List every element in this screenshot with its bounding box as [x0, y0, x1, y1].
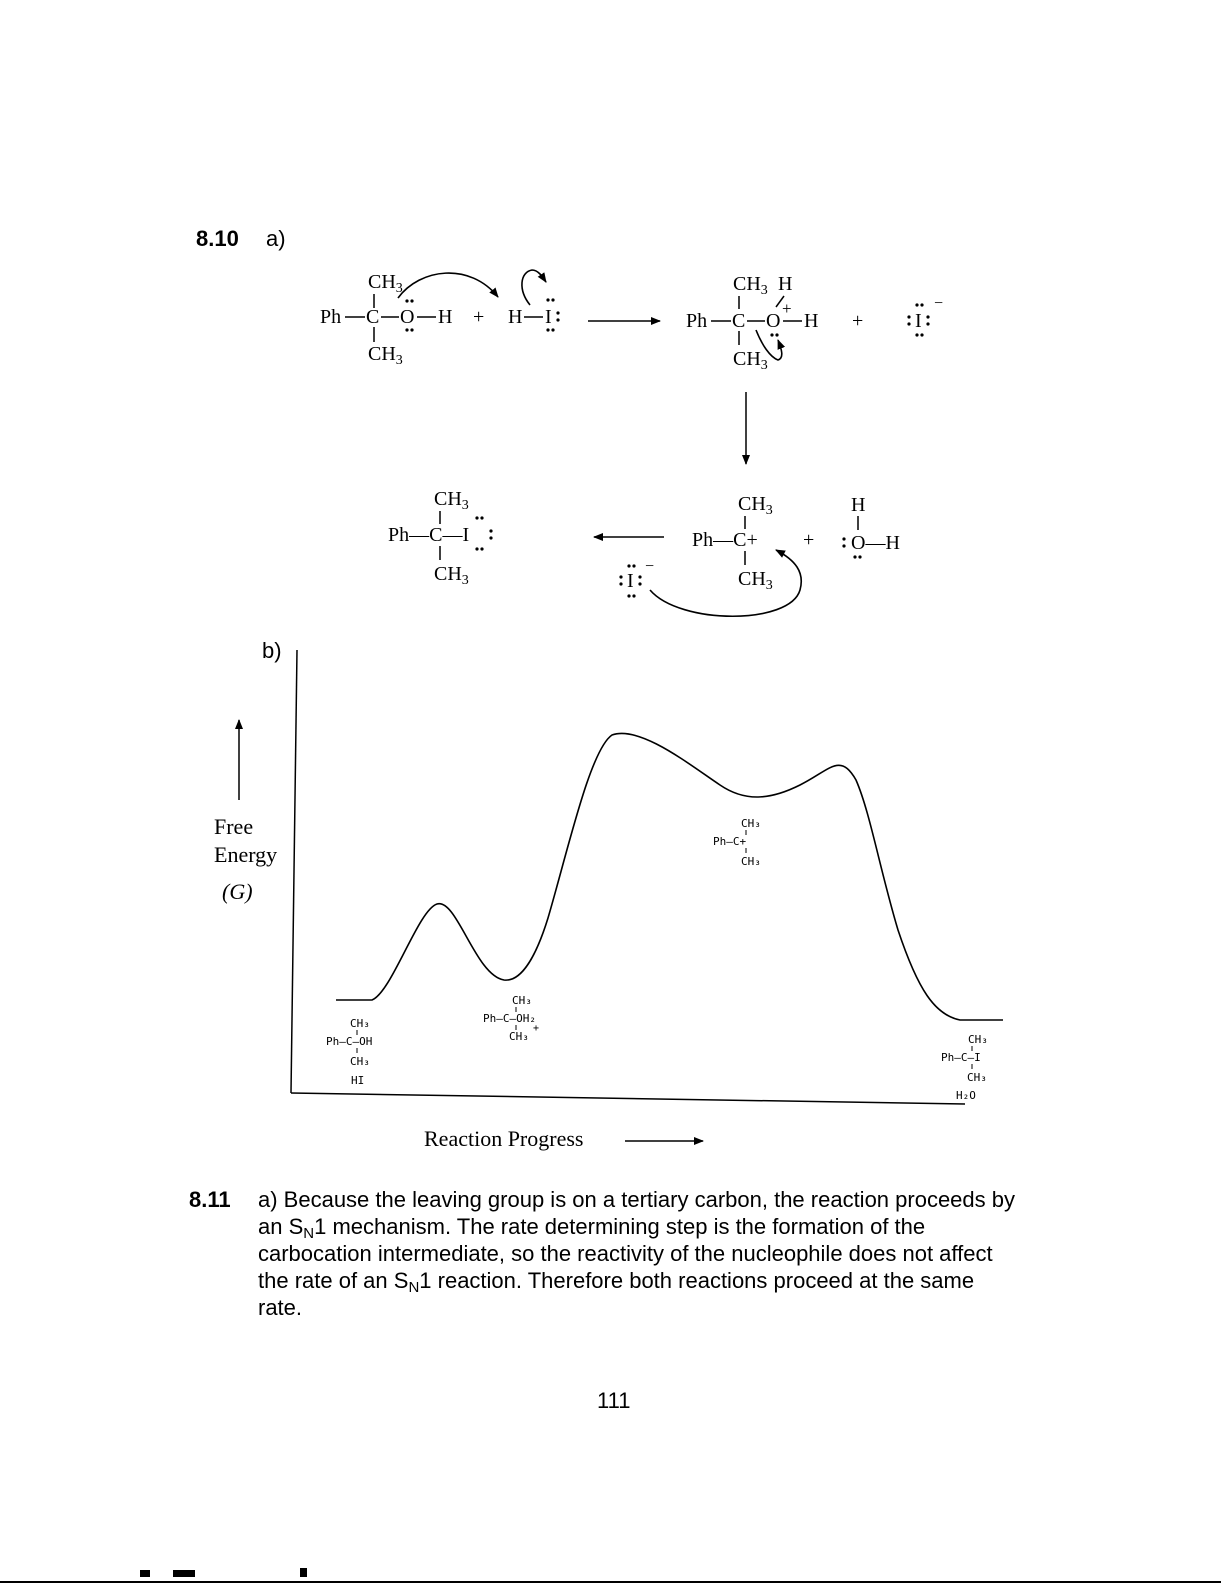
species-product-2: Ph–C–I [941, 1051, 981, 1064]
oxonium-ch3-top: $CH_3$ [733, 273, 768, 298]
species-reactant-2: Ph–C–OH [326, 1035, 373, 1048]
problem-810-number: 8.10 [196, 226, 239, 251]
alcohol-ch3-bottom: $CH_3$ [368, 343, 403, 368]
hi-h: H [508, 306, 523, 328]
problem-811-answer [258, 1186, 1018, 1321]
curved-arrow-o-to-h [398, 273, 498, 298]
scan-mark-3 [300, 1568, 307, 1577]
curved-arrow-bond-to-i [522, 270, 546, 305]
answer-sub-1: N [303, 1225, 315, 1242]
oxonium-ph: Ph [686, 310, 708, 332]
hi-i: I [545, 306, 552, 328]
species-carbocation-1: CH₃ [741, 817, 761, 830]
mechanism-iodide-2 [619, 558, 654, 598]
x-axis [291, 1093, 965, 1104]
iodide-2-i: I [627, 570, 634, 592]
curved-arrow-iodide-to-cation [650, 550, 801, 616]
plus-sign-1: + [473, 306, 485, 328]
iodide-prod-ch3-top: $CH_3$ [434, 488, 469, 513]
mechanism-oxonium [686, 273, 818, 373]
species-protonated-plus: + [533, 1023, 540, 1034]
oxonium-c: C [732, 310, 746, 332]
species-product-1: CH₃ [968, 1033, 988, 1046]
iodide-prod-main: Ph—C—I [388, 524, 470, 546]
species-protonated-1: CH₃ [512, 994, 532, 1007]
iodide-prod-ch3-bottom: $CH_3$ [434, 563, 469, 588]
species-carbocation-3: CH₃ [741, 855, 761, 868]
page-number: 111 [597, 1388, 631, 1413]
energy-curve [336, 733, 1003, 1020]
plus-sign-3: + [803, 529, 815, 551]
mechanism-alkyl-iodide [388, 488, 493, 588]
mechanism-reactant-alcohol [320, 271, 452, 368]
species-reactant-3: CH₃ [350, 1055, 370, 1068]
iodide-1-minus: − [934, 295, 944, 312]
species-carbocation [713, 817, 761, 868]
problem-811-number: 8.11 [189, 1187, 231, 1212]
alcohol-ch3-top: $CH_3$ [368, 271, 403, 296]
species-protonated-3: CH₃ [509, 1030, 529, 1043]
mechanism-water [842, 494, 899, 559]
species-reactants [326, 1017, 372, 1087]
species-carbocation-2: Ph–C+ [713, 835, 747, 848]
y-axis [291, 650, 297, 1093]
iodide-1-i: I [915, 310, 922, 332]
scan-mark-2 [173, 1570, 195, 1577]
species-product-4: H₂O [956, 1089, 976, 1102]
water-oh: O—H [851, 532, 900, 554]
oxonium-plus: + [782, 299, 792, 318]
mechanism-hi [508, 298, 560, 331]
oxonium-ch3-bottom: $CH_3$ [733, 348, 768, 373]
oxonium-h-right: H [804, 310, 819, 332]
oxonium-o: O [766, 310, 781, 332]
mechanism-iodide-1 [907, 295, 943, 337]
alcohol-ph: Ph [320, 306, 342, 328]
y-axis-label-g: (G) [222, 879, 253, 904]
x-axis-label: Reaction Progress [424, 1126, 584, 1151]
cation-main: Ph—C+ [692, 529, 758, 551]
problem-810-part-b: b) [262, 638, 282, 663]
cation-ch3-bottom: $CH_3$ [738, 568, 773, 593]
alcohol-c: C [366, 306, 380, 328]
oxonium-h-top: H [778, 273, 793, 295]
answer-sub-2: N [408, 1279, 420, 1296]
species-reactant-4: HI [351, 1074, 365, 1087]
answer-text-1: a) Because the leaving group is on a tertiary carbon, the reaction proceeds by an S [258, 1187, 1016, 1239]
mechanism-carbocation [692, 493, 773, 593]
species-product-3: CH₃ [967, 1071, 987, 1084]
problem-810-part-a: a) [266, 226, 286, 251]
alcohol-h: H [438, 306, 453, 328]
species-protonated-2: Ph–C–OH₂ [483, 1012, 536, 1025]
scan-mark-1 [140, 1570, 150, 1577]
species-protonated [483, 994, 539, 1043]
plus-sign-2: + [852, 310, 864, 332]
y-axis-label-energy: Energy [214, 842, 278, 867]
water-h-top: H [851, 494, 866, 516]
y-axis-label-free: Free [214, 814, 254, 839]
cation-ch3-top: $CH_3$ [738, 493, 773, 518]
iodide-2-minus: − [645, 558, 655, 575]
answer-text-3: 1 reaction. Therefore both reactions proceed at the same rate. [258, 1268, 975, 1320]
species-products [941, 1033, 988, 1102]
species-reactant-1: CH₃ [350, 1017, 370, 1030]
answer-text-2: 1 mechanism. The rate determining step is the formation of the carbocation intermediate, so the reactivity of the nucleophile does not affect the rate of an S [258, 1214, 993, 1293]
alcohol-o: O [400, 306, 415, 328]
